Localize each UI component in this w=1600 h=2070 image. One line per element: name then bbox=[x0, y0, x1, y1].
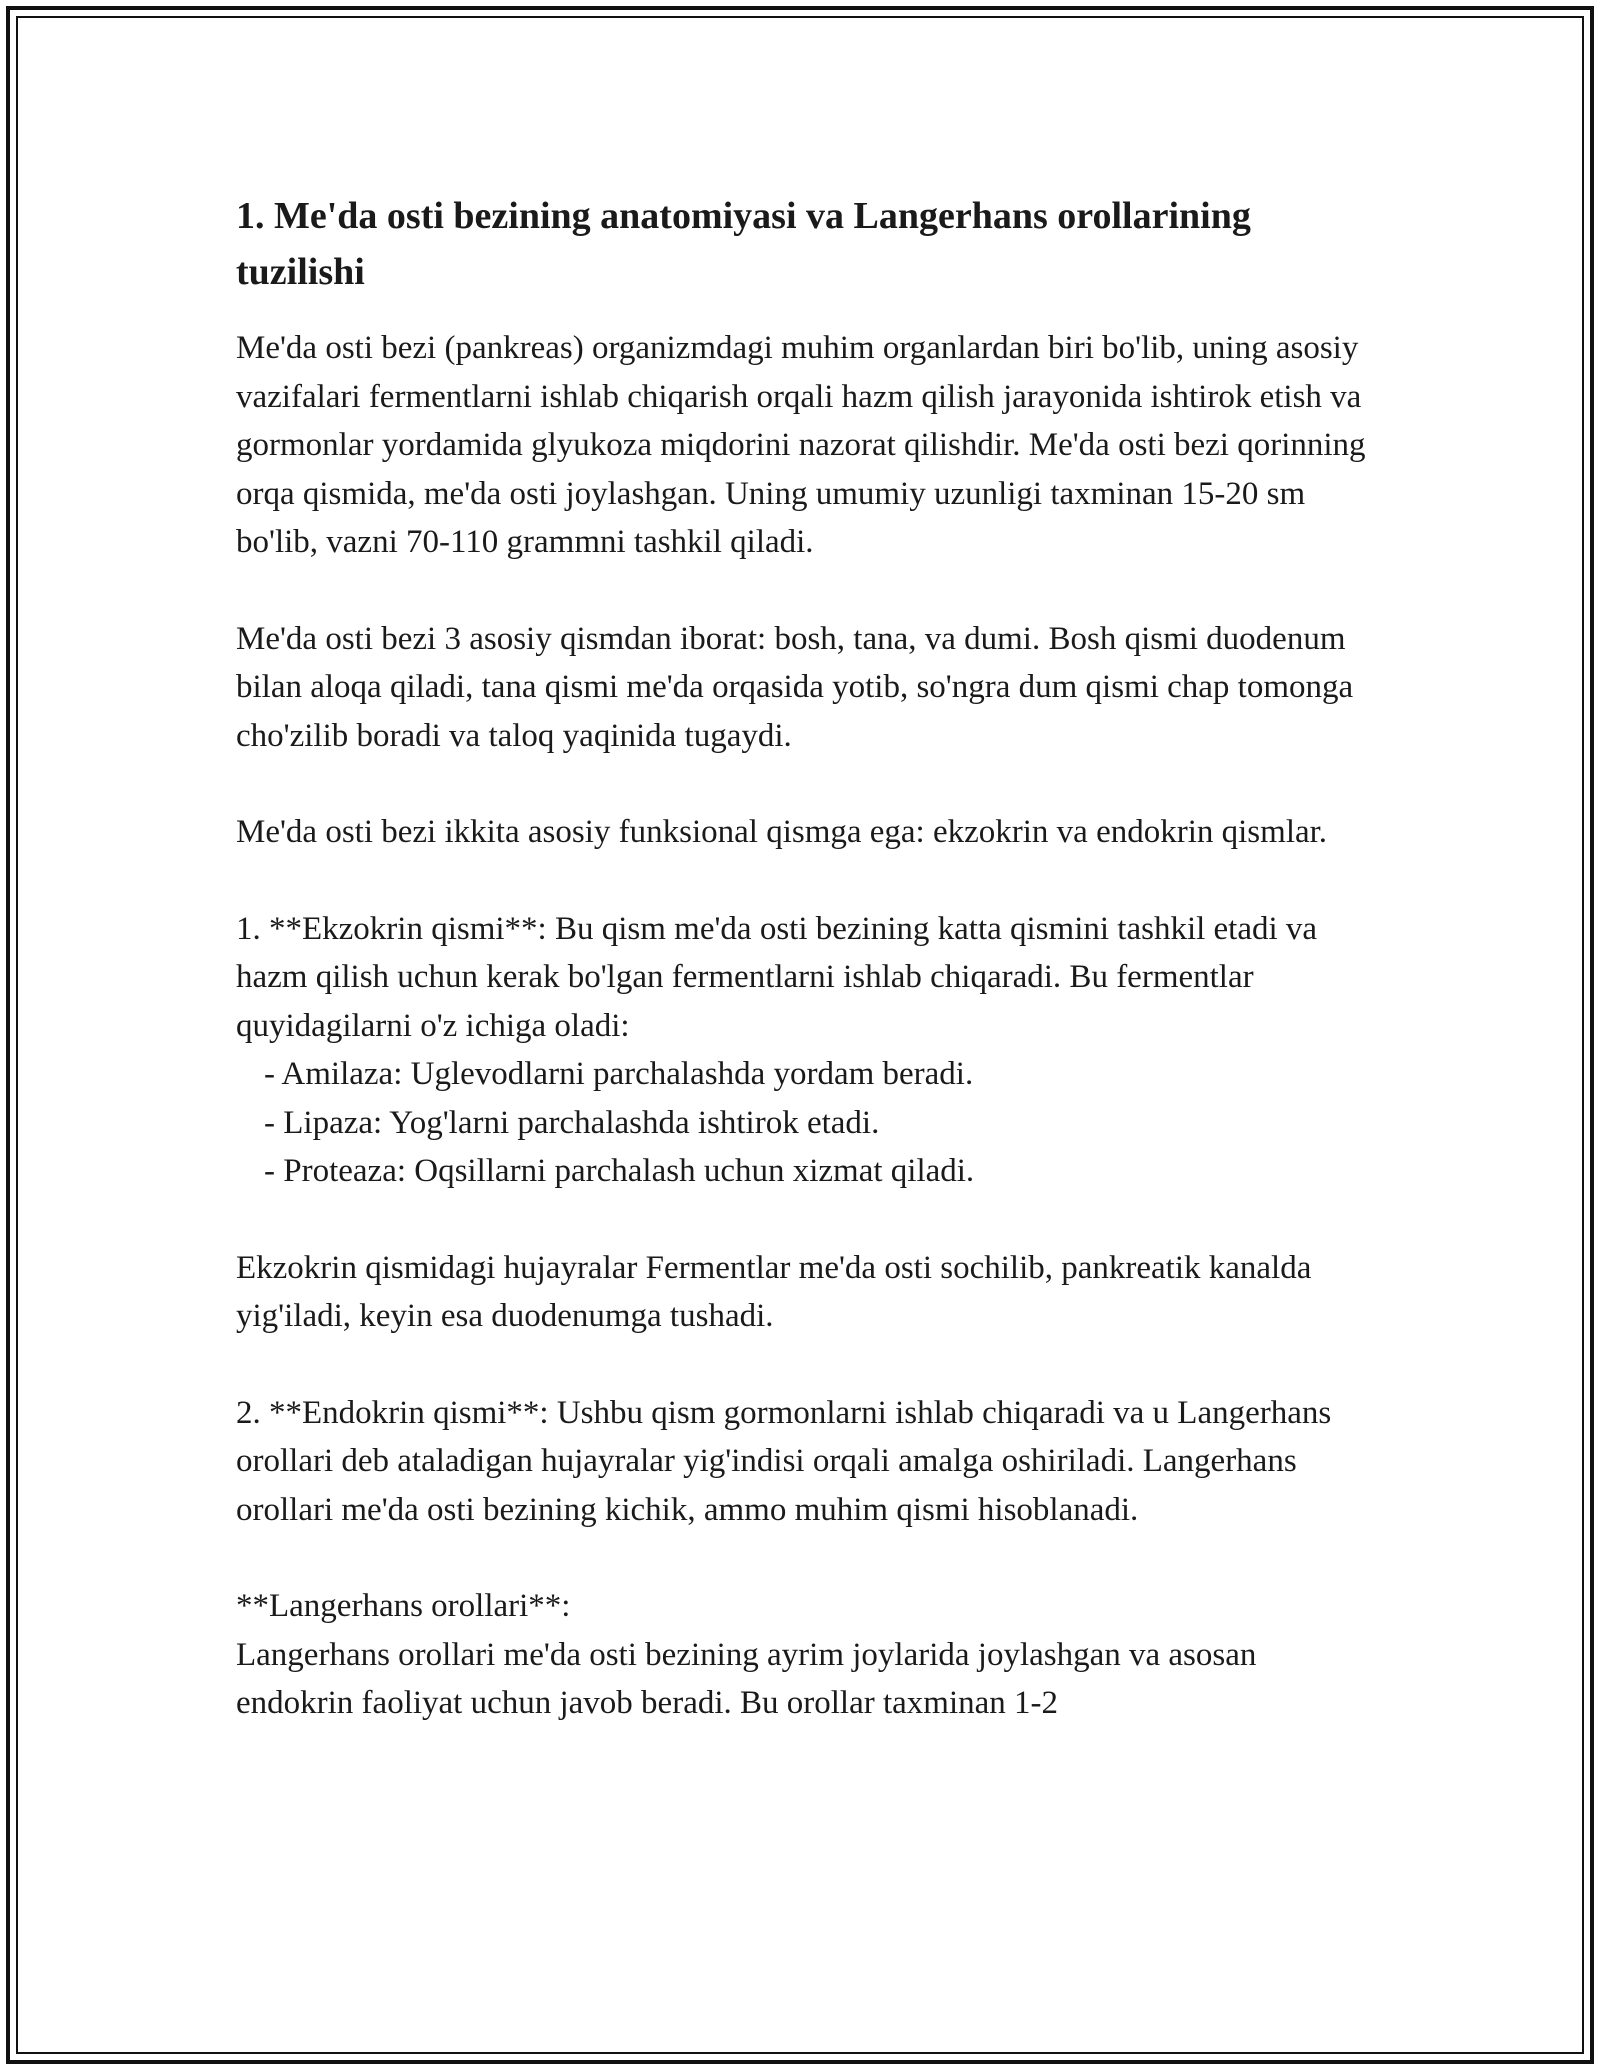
enzyme-item-lipase: - Lipaza: Yog'larni parchalashda ishtirok etadi. bbox=[264, 1104, 880, 1141]
document-body bbox=[236, 188, 1376, 1728]
exocrine-section bbox=[236, 905, 1376, 1196]
paragraph-overview: Me'da osti bezi (pankreas) organizmdagi muhim organlardan biri bo'lib, uning asosiy vazifalari fermentlarni ishlab chiqarish orqali hazm qilish jarayonida ishtirok etish va gormonlar yordamida glyukoza miqdorini nazorat qilishdir. Me'da osti bezi qorinning orqa qismida, me'da osti joylashgan. Uning umumiy uzunligi taxminan 15-20 sm bo'lib, vazni 70-110 grammni tashkil qiladi. bbox=[236, 330, 1366, 560]
enzyme-item-protease: - Proteaza: Oqsillarni parchalash uchun xizmat qiladi. bbox=[264, 1153, 975, 1189]
paragraph-functional-parts: Me'da osti bezi ikkita asosiy funksional qismga ega: ekzokrin va endokrin qismlar. bbox=[236, 814, 1328, 850]
paragraph-endocrine: 2. **Endokrin qismi**: Ushbu qism gormonlarni ishlab chiqaradi va u Langerhans orollari deb ataladigan hujayralar yig'indisi orqali amalga oshiriladi. Langerhans orollari me'da osti bezining kichik, ammo muhim qismi hisoblanadi. bbox=[236, 1394, 1332, 1528]
paragraph-exocrine-cells: Ekzokrin qismidagi hujayralar Fermentlar me'da osti sochilib, pankreatik kanalda yig'iladi, keyin esa duodenumga tushadi. bbox=[236, 1249, 1312, 1334]
langerhans-heading: **Langerhans orollari**: bbox=[236, 1588, 571, 1624]
section-title: 1. Me'da osti bezining anatomiyasi va Langerhans orollarining tuzilishi bbox=[236, 195, 1251, 293]
enzyme-item-amylase: - Amilaza: Uglevodlarni parchalashda yordam beradi. bbox=[264, 1056, 974, 1092]
paragraph-langerhans: Langerhans orollari me'da osti bezining ayrim joylarida joylashgan va asosan endokrin faoliyat uchun javob beradi. Bu orollar taxminan 1-2 bbox=[236, 1636, 1257, 1721]
exocrine-intro: 1. **Ekzokrin qismi**: Bu qism me'da osti bezining katta qismini tashkil etadi va hazm qilish uchun kerak bo'lgan fermentlarni ishlab chiqaradi. Bu fermentlar quyidagilarni o'z ichiga oladi: bbox=[236, 910, 1318, 1044]
paragraph-parts: Me'da osti bezi 3 asosiy qismdan iborat: bosh, tana, va dumi. Bosh qismi duodenum bilan aloqa qiladi, tana qismi me'da orqasida yotib, so'ngra dum qismi chap tomonga cho'zilib boradi va taloq yaqinida tugaydi. bbox=[236, 620, 1354, 754]
